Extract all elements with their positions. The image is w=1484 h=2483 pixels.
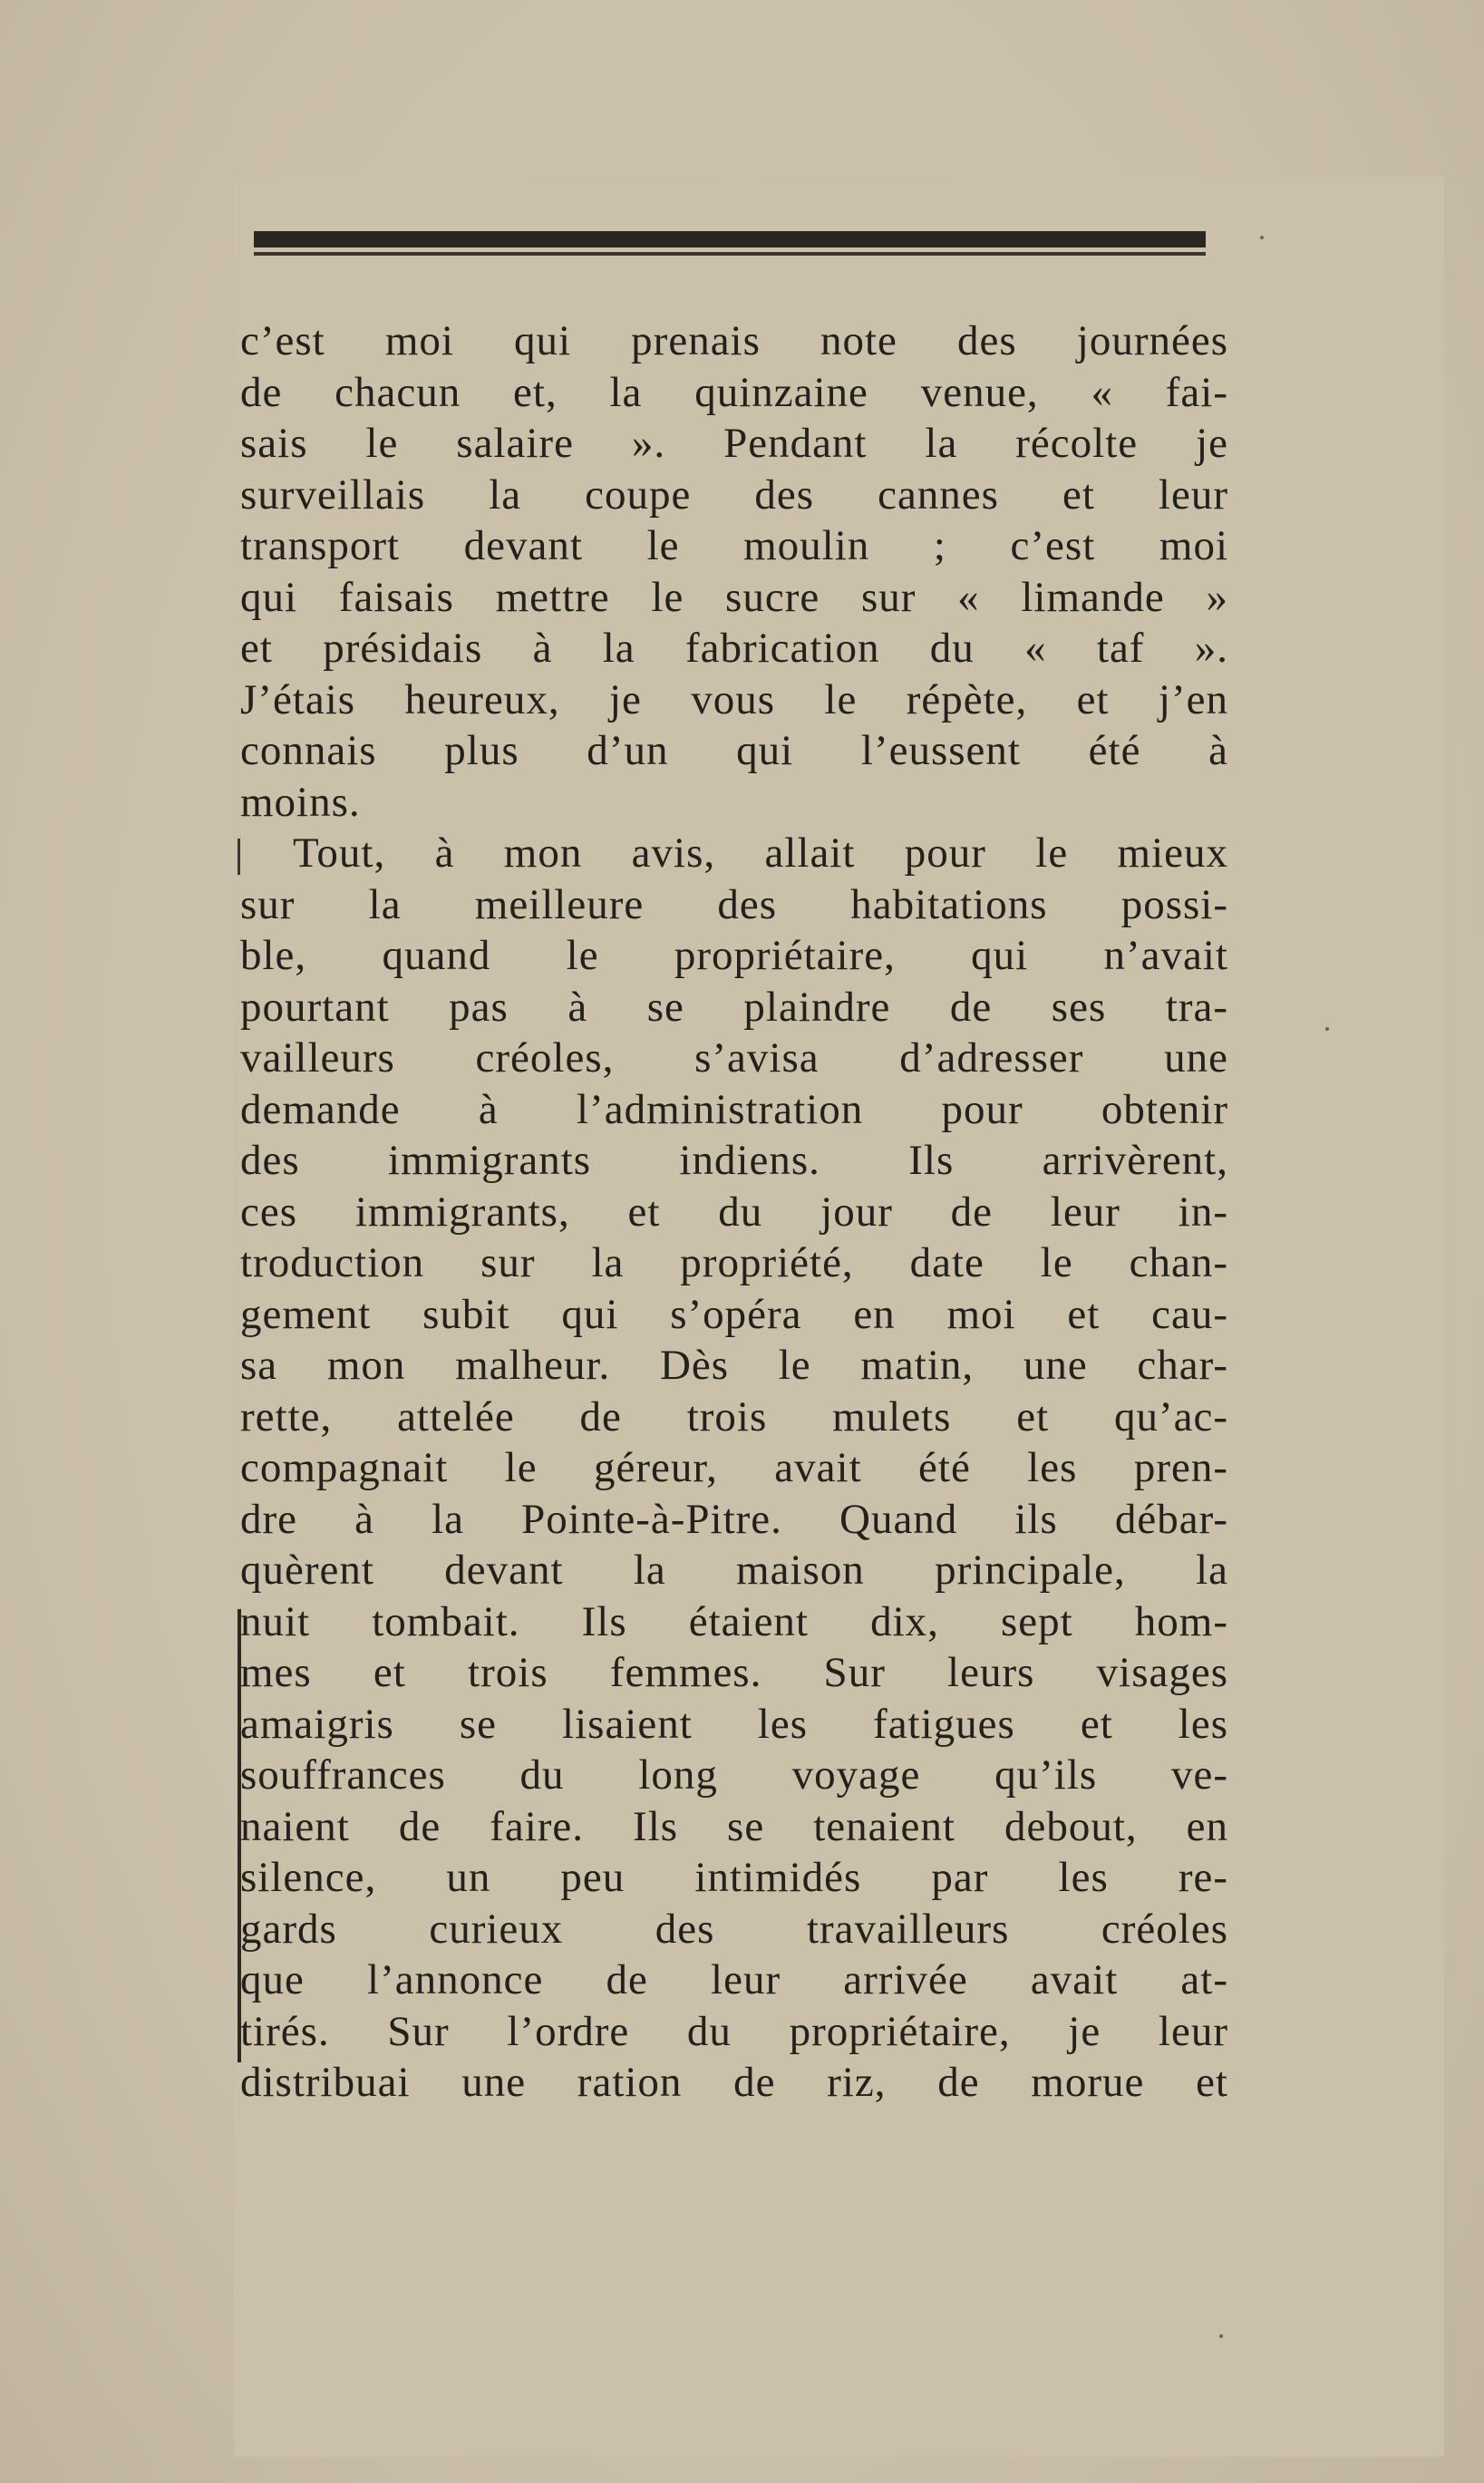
article-line: sa mon malheur. Dès le matin, une char- bbox=[240, 1342, 1228, 1389]
paper-speck bbox=[1219, 2334, 1223, 2338]
article-line: compagnait le géreur, avait été les pren- bbox=[240, 1444, 1228, 1491]
article-line: de chacun et, la quinzaine venue, « fai- bbox=[240, 368, 1228, 416]
article-line: ble, quand le propriétaire, qui n’avait bbox=[240, 932, 1228, 979]
article-line: tirés. Sur l’ordre du propriétaire, je leur bbox=[240, 2007, 1228, 2055]
article-line: distribuai une ration de riz, de morue et bbox=[240, 2059, 1228, 2106]
article-line: surveillais la coupe des cannes et leur bbox=[240, 470, 1228, 519]
article-line: dre à la Pointe-à-Pitre. Quand ils débar- bbox=[240, 1495, 1228, 1543]
article-line: transport devant le moulin ; c’est moi bbox=[240, 522, 1228, 569]
article-line: moins. bbox=[240, 778, 361, 826]
article-line: gards curieux des travailleurs créoles bbox=[240, 1905, 1228, 1953]
article-line: et présidais à la fabrication du « taf ». bbox=[240, 625, 1228, 672]
paper-speck bbox=[1260, 236, 1264, 239]
article-line: sais le salaire ». Pendant la récolte je bbox=[240, 420, 1228, 467]
paper-speck bbox=[1325, 1027, 1329, 1031]
article-line: c’est moi qui prenais note des journées bbox=[240, 317, 1228, 364]
article-line: vailleurs créoles, s’avisa d’adresser une bbox=[240, 1034, 1228, 1081]
article-line: connais plus d’un qui l’eussent été à bbox=[240, 727, 1228, 774]
article-line: qui faisais mettre le sucre sur « limande » bbox=[240, 573, 1228, 621]
header-rule-thin bbox=[254, 252, 1206, 256]
article-line: rette, attelée de trois mulets et qu’ac- bbox=[240, 1392, 1228, 1440]
article-line: des immigrants indiens. Ils arrivèrent, bbox=[240, 1137, 1228, 1184]
article-line: silence, un peu intimidés par les re- bbox=[240, 1854, 1228, 1901]
article-line: Tout, à mon avis, allait pour le mieux bbox=[293, 829, 1228, 877]
article-line: pourtant pas à se plaindre de ses tra- bbox=[240, 983, 1228, 1031]
article-line: demande à l’administration pour obtenir bbox=[240, 1085, 1228, 1133]
article-line: quèrent devant la maison principale, la bbox=[240, 1547, 1228, 1594]
article-line: naient de faire. Ils se tenaient debout, en bbox=[240, 1802, 1228, 1850]
article-line: mes et trois femmes. Sur leurs visages bbox=[240, 1649, 1228, 1696]
article-line: que l’annonce de leur arrivée avait at- bbox=[240, 1956, 1228, 2003]
article-line: souffrances du long voyage qu’ils ve- bbox=[240, 1751, 1228, 1799]
article-line: sur la meilleure des habitations possi- bbox=[240, 880, 1228, 928]
article-line: amaigris se lisaient les fatigues et les bbox=[240, 1700, 1228, 1748]
article-line: ces immigrants, et du jour de leur in- bbox=[240, 1188, 1228, 1236]
article-line: gement subit qui s’opéra en moi et cau- bbox=[240, 1290, 1228, 1338]
article-line: J’étais heureux, je vous le répète, et j’en bbox=[240, 675, 1228, 723]
header-rule-thick bbox=[254, 231, 1206, 247]
article-line: nuit tombait. Ils étaient dix, sept hom- bbox=[240, 1597, 1228, 1645]
article-line: troduction sur la propriété, date le chan- bbox=[240, 1239, 1228, 1286]
article-column bbox=[240, 315, 1228, 2109]
